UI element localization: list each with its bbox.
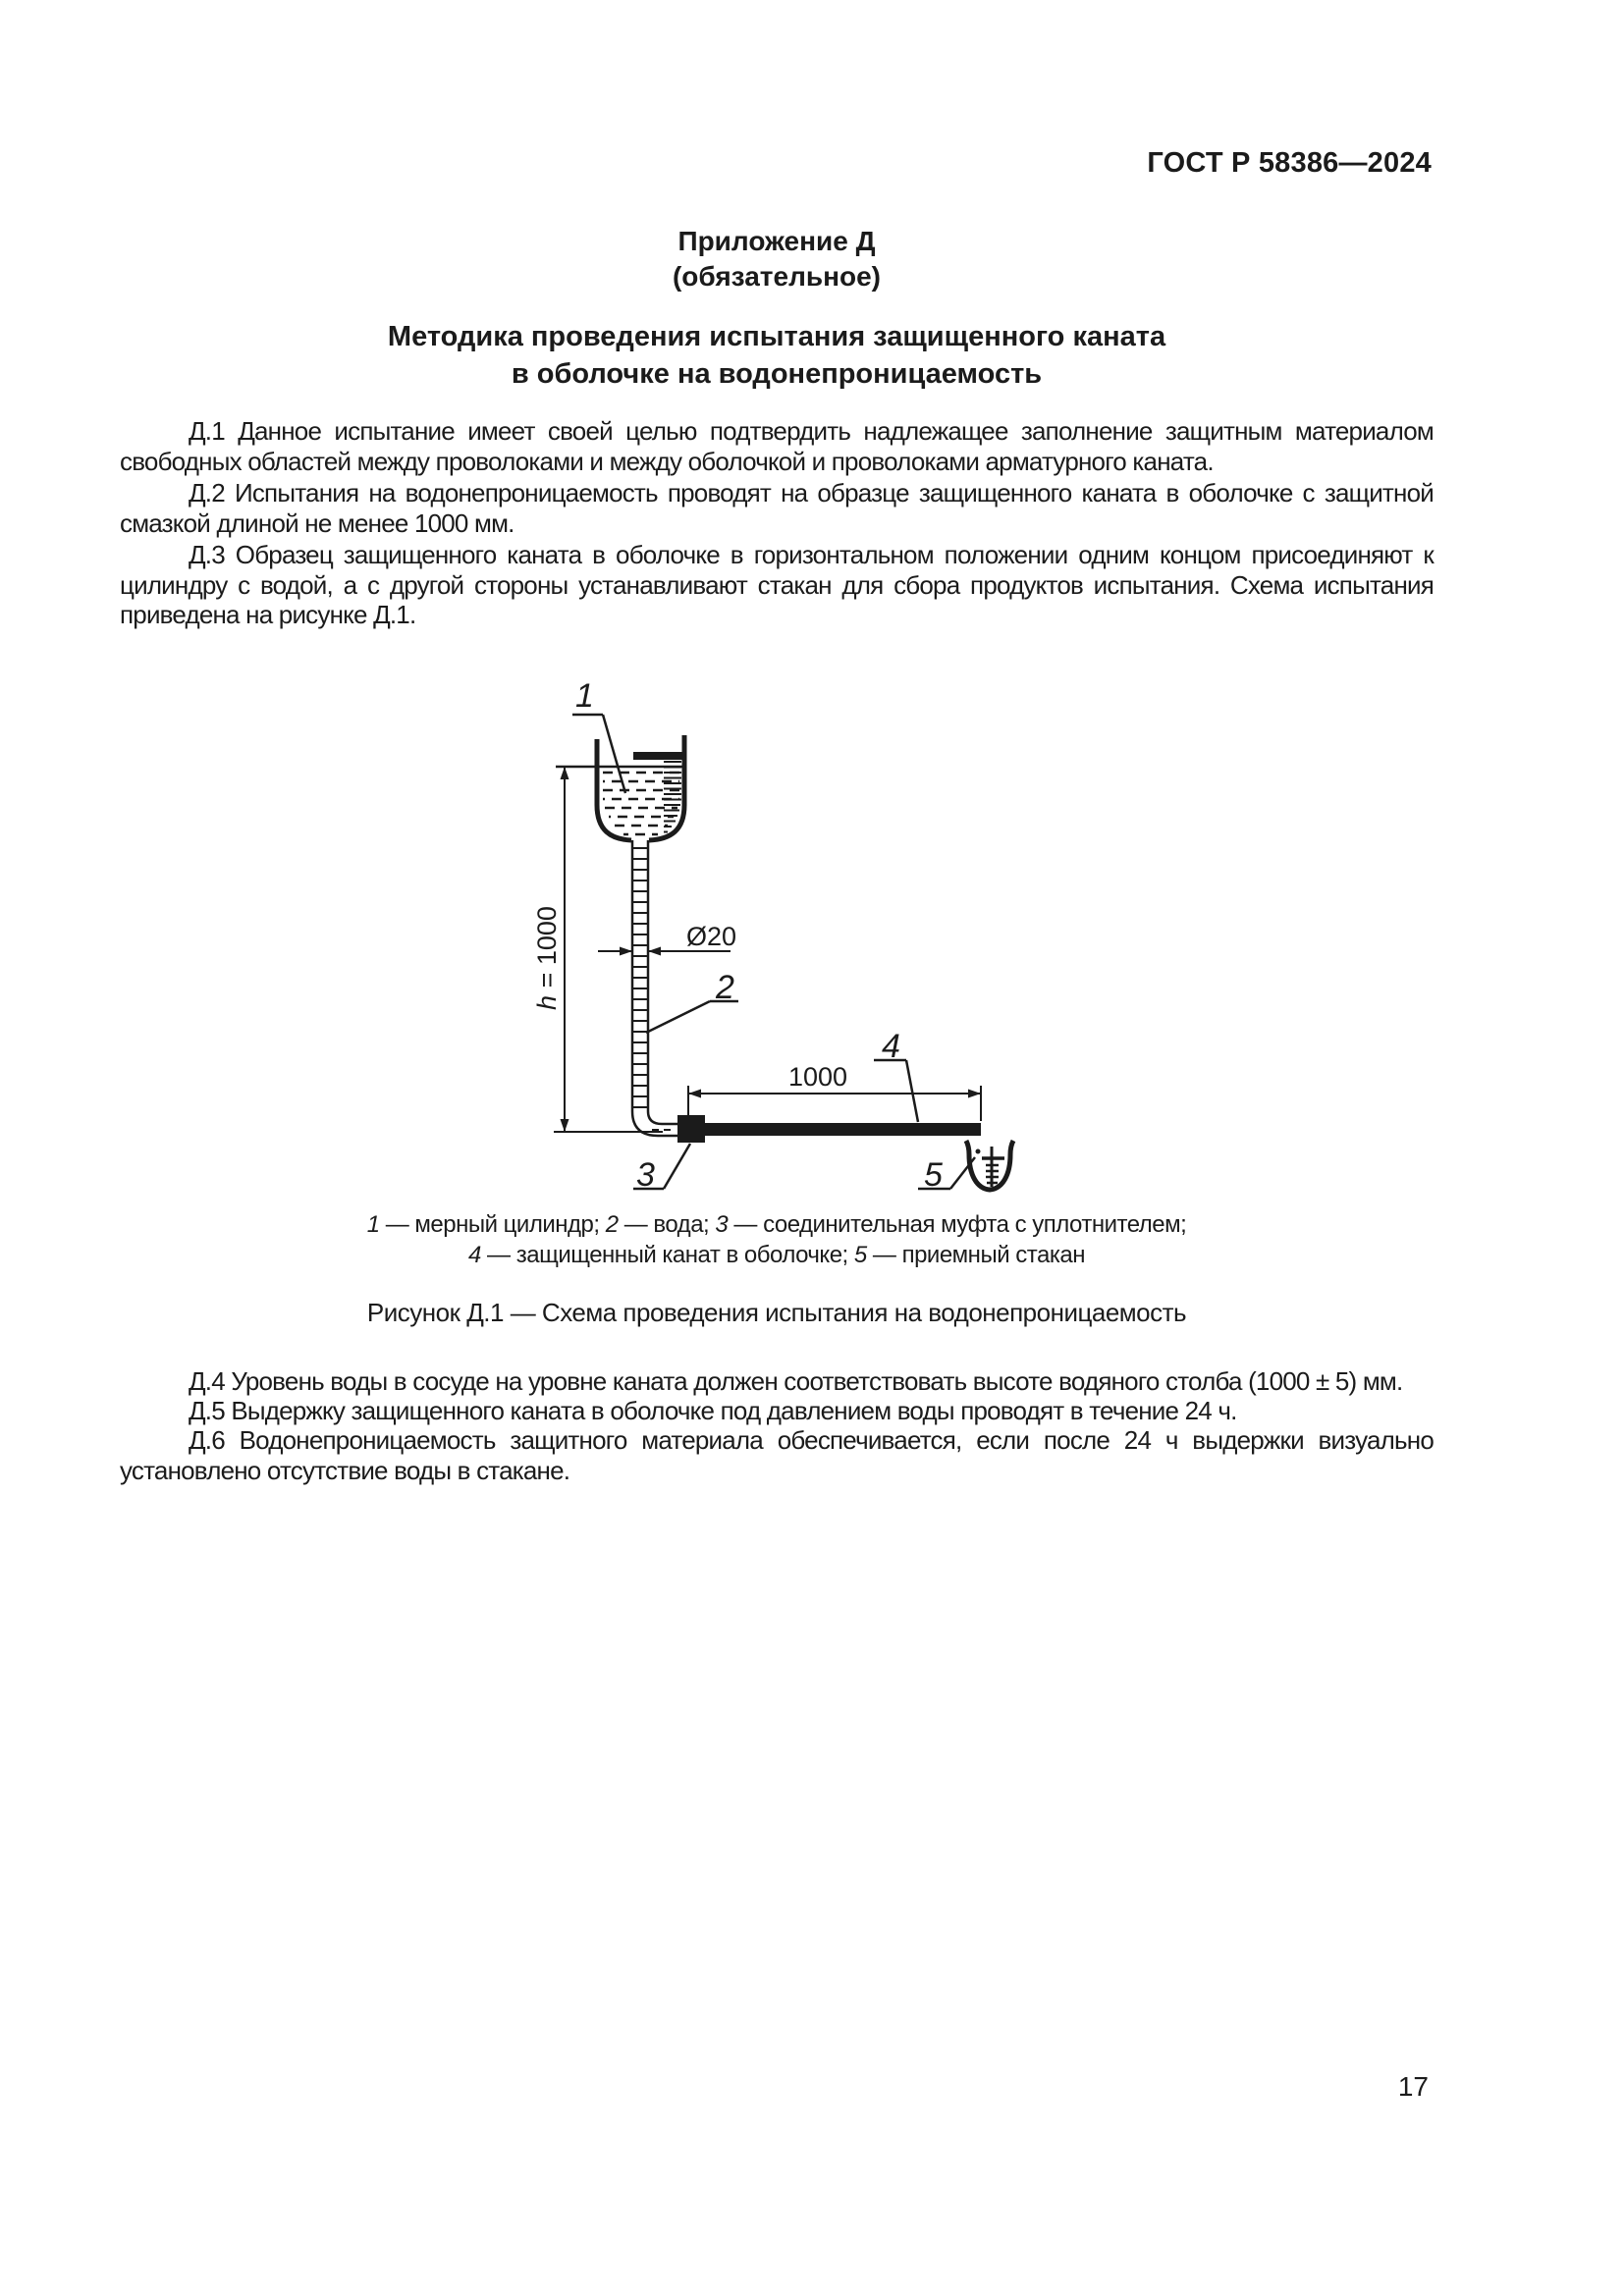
length-dimension-label: 1000 [787,1062,848,1092]
test-scheme-figure [530,667,1021,1202]
paragraph-d1: Д.1 Данное испытание имеет своей целью подтвердить надлежащее заполнение защитным материалом свободных областей между проволоками и между оболочкой и проволоками арматурного каната. [120,416,1434,476]
appendix-obligation: (обязательное) [672,261,881,292]
callout-3 [633,1144,690,1194]
callout-4-label: 4 [882,1028,900,1065]
receiving-cup [966,1141,1013,1190]
figure-legend [120,1209,1434,1270]
figure-caption: Рисунок Д.1 — Схема проведения испытания на водонепроницаемость [366,1298,1187,1327]
figure-legend-line1: 1 — мерный цилиндр; 2 — вода; 3 — соединительная муфта с уплотнителем; [366,1211,1187,1238]
diameter-dimension-label: Ø20 [686,922,737,951]
callout-5 [918,1156,975,1194]
paragraph-d2: Д.2 Испытания на водонепроницаемость проводят на образце защищенного каната в оболочке с защитной смазкой длиной не менее 1000 мм. [120,478,1434,538]
paragraph-d6: Д.6 Водонепроницаемость защитного материала обеспечивается, если после 24 ч выдержки визуально установлено отсутствие воды в стакане. [120,1425,1434,1485]
height-dimension-label: h = 1000 [532,906,562,1010]
callout-2-label: 2 [716,969,734,1006]
paragraph-d4: Д.4 Уровень воды в сосуде на уровне каната должен соответствовать высоте водяного столба (1000 ± 5) мм. [189,1366,1403,1396]
tube-rungs [632,848,648,1107]
page-number: 17 [1397,2071,1429,2102]
callout-2 [646,969,738,1033]
callout-4 [874,1028,918,1122]
diameter-dimension [598,922,736,956]
callout-3-label: 3 [636,1156,655,1194]
paragraph-d5: Д.5 Выдержку защищенного каната в оболочке под давлением воды проводят в течение 24 ч. [189,1396,1237,1425]
rope-bar [705,1123,981,1136]
measuring-cylinder [556,735,684,840]
elbow-inner [648,1111,677,1124]
cylinder-spout [633,752,682,760]
paragraph-d3: Д.3 Образец защищенного каната в оболочке в горизонтальном положении одним концом присоединяют к цилиндру с водой, а с другой стороны устанавливают стакан для сбора продуктов испытания. Схема испытания приведена на рисунке Д.1. [120,540,1434,629]
length-dimension [688,1062,981,1129]
water-column-tube [632,840,677,1136]
water-dashes [603,773,679,834]
appendix-label: Приложение Д [677,226,876,256]
callout-5-label: 5 [924,1156,943,1194]
appendix-title [120,318,1434,393]
figure-legend-line2: 4 — защищенный канат в оболочке; 5 — приемный стакан [468,1242,1085,1268]
document-code-header: ГОСТ Р 58386—2024 [1147,147,1432,179]
callout-1-label: 1 [575,677,594,715]
appendix-title-line2: в оболочке на водонепроницаемость [511,358,1043,390]
appendix-title-line1: Методика проведения испытания защищенного каната [387,321,1166,352]
coupling-sleeve [677,1115,705,1143]
